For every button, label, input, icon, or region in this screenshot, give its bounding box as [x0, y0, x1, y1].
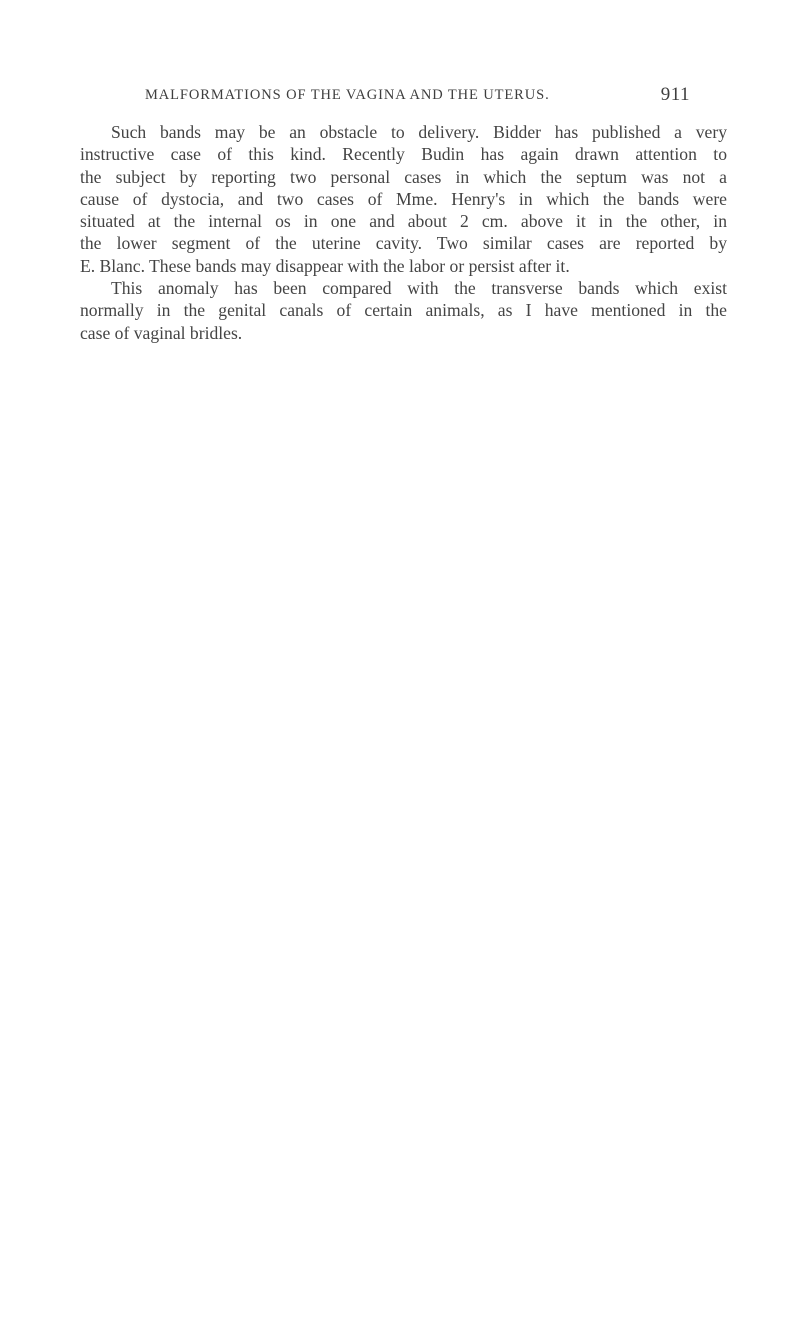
text-line: E. Blanc. These bands may disappear with the labor or persist after it. — [80, 255, 570, 276]
text-line: situated at the internal os in one and about 2 cm. above it in the other, in — [80, 211, 727, 232]
text-line: This anomaly has been compared with the transverse bands which exist — [111, 278, 727, 299]
text-line: instructive case of this kind. Recently Budin has again drawn attention to — [80, 144, 727, 165]
body-text — [80, 121, 727, 344]
text-line: the subject by reporting two personal cases in which the septum was not a — [80, 166, 727, 187]
text-line: cause of dystocia, and two cases of Mme. Henry's in which the bands were — [80, 188, 727, 209]
text-line: normally in the genital canals of certain animals, as I have mentioned in the — [80, 300, 727, 321]
running-head — [145, 84, 690, 108]
running-head-title: MALFORMATIONS OF THE VAGINA AND THE UTERUS. — [145, 87, 550, 103]
text-line: the lower segment of the uterine cavity. Two similar cases are reported by — [80, 233, 727, 254]
paragraph-bands-obstacle — [80, 121, 727, 277]
text-line: case of vaginal bridles. — [80, 322, 243, 343]
page-number: 911 — [660, 84, 690, 105]
text-line: Such bands may be an obstacle to delivery. Bidder has published a very — [111, 122, 727, 142]
paragraph-anomaly-comparison — [80, 277, 727, 344]
